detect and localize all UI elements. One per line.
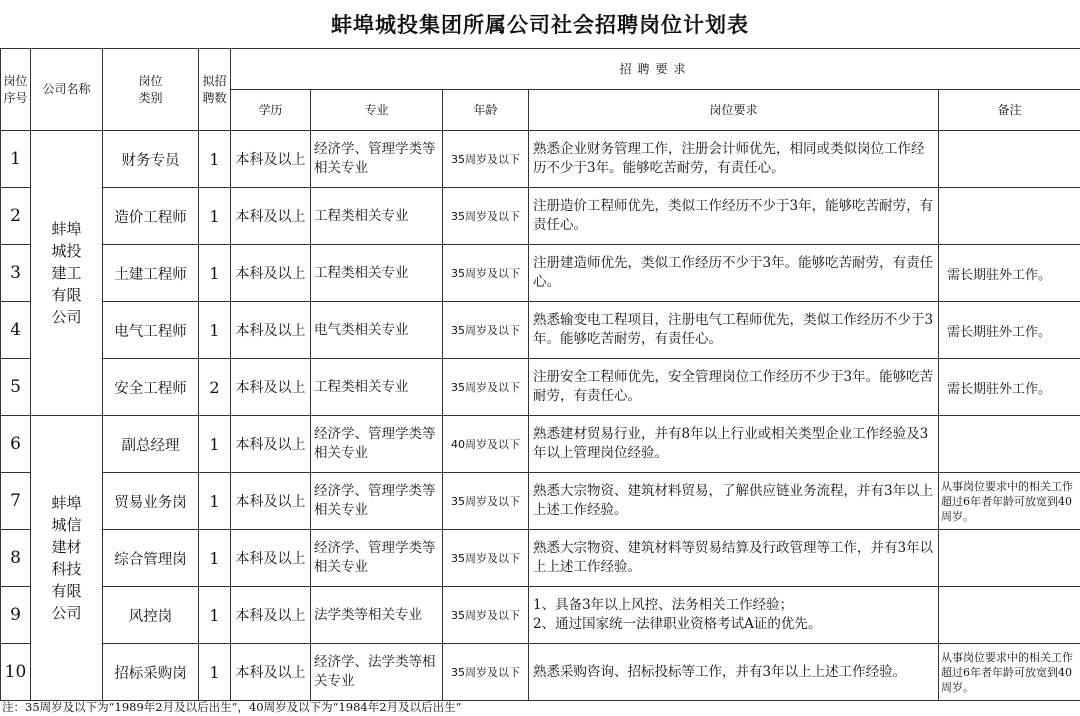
row-seq: 3 [1, 245, 31, 302]
row-requirement: 熟悉建材贸易行业，并有8年以上行业或相关类型企业工作经验及3年以上管理岗位经验。 [529, 416, 939, 473]
row-remark [939, 131, 1080, 188]
row-education: 本科及以上 [231, 359, 311, 416]
row-remark [939, 188, 1080, 245]
row-age: 35周岁及以下 [443, 188, 529, 245]
row-age: 35周岁及以下 [443, 359, 529, 416]
row-count: 1 [199, 188, 231, 245]
row-education: 本科及以上 [231, 644, 311, 701]
row-requirement: 熟悉采购咨询、招标投标等工作，并有3年以上上述工作经验。 [529, 644, 939, 701]
row-requirement: 1、具备3年以上风控、法务相关工作经验； 2、通过国家统一法律职业资格考试A证的优先。 [529, 587, 939, 644]
row-remark: 从事岗位要求中的相关工作超过6年者年龄可放宽到40周岁。 [939, 473, 1080, 530]
row-remark: 需长期驻外工作。 [939, 359, 1080, 416]
header-requirements: 招聘要求 [231, 49, 1080, 90]
row-education: 本科及以上 [231, 302, 311, 359]
row-major: 经济学、管理学类等相关专业 [311, 131, 443, 188]
row-remark [939, 530, 1080, 587]
header-major: 专业 [311, 90, 443, 131]
row-major: 经济学、法学类等相关专业 [311, 644, 443, 701]
table-row [1, 359, 1080, 416]
row-major: 经济学、管理学类等相关专业 [311, 473, 443, 530]
row-count: 1 [199, 302, 231, 359]
row-category: 风控岗 [103, 587, 199, 644]
row-category: 副总经理 [103, 416, 199, 473]
header-age: 年龄 [443, 90, 529, 131]
row-requirement: 注册安全工程师优先，安全管理岗位工作经历不少于3年。能够吃苦耐劳，有责任心。 [529, 359, 939, 416]
row-seq: 8 [1, 530, 31, 587]
row-category: 招标采购岗 [103, 644, 199, 701]
header-job-requirement: 岗位要求 [529, 90, 939, 131]
row-education: 本科及以上 [231, 188, 311, 245]
row-seq: 5 [1, 359, 31, 416]
header-company: 公司名称 [31, 49, 103, 131]
table-row [1, 530, 1080, 587]
table-row [1, 131, 1080, 188]
row-major: 法学类等相关专业 [311, 587, 443, 644]
table-row [1, 188, 1080, 245]
row-category: 安全工程师 [103, 359, 199, 416]
row-education: 本科及以上 [231, 473, 311, 530]
header-remark: 备注 [939, 90, 1080, 131]
row-count: 1 [199, 473, 231, 530]
row-count: 1 [199, 245, 231, 302]
header-education: 学历 [231, 90, 311, 131]
row-requirement: 注册建造师优先，类似工作经历不少于3年。能够吃苦耐劳，有责任心。 [529, 245, 939, 302]
table-row [1, 302, 1080, 359]
row-education: 本科及以上 [231, 416, 311, 473]
row-count: 1 [199, 416, 231, 473]
row-count: 2 [199, 359, 231, 416]
header-category: 岗位 类别 [103, 49, 199, 131]
table-row [1, 245, 1080, 302]
row-seq: 2 [1, 188, 31, 245]
row-requirement: 熟悉大宗物资、建筑材料等贸易结算及行政管理等工作，并有3年以上上述工作经验。 [529, 530, 939, 587]
row-age: 35周岁及以下 [443, 587, 529, 644]
table-row [1, 473, 1080, 530]
row-education: 本科及以上 [231, 530, 311, 587]
row-remark: 需长期驻外工作。 [939, 302, 1080, 359]
row-age: 35周岁及以下 [443, 530, 529, 587]
row-education: 本科及以上 [231, 131, 311, 188]
row-requirement: 熟悉大宗物资、建筑材料贸易，了解供应链业务流程，并有3年以上上述工作经验。 [529, 473, 939, 530]
row-major: 工程类相关专业 [311, 188, 443, 245]
page-title: 蚌埠城投集团所属公司社会招聘岗位计划表 [331, 12, 749, 37]
row-count: 1 [199, 587, 231, 644]
row-seq: 4 [1, 302, 31, 359]
row-major: 经济学、管理学类等相关专业 [311, 530, 443, 587]
footnote: 注：35周岁及以下为“1989年2月及以后出生”，40周岁及以下为“1984年2月及以后出生” [2, 700, 462, 714]
table-row [1, 644, 1080, 701]
row-remark: 从事岗位要求中的相关工作超过6年者年龄可放宽到40周岁。 [939, 644, 1080, 701]
row-remark [939, 587, 1080, 644]
row-requirement: 熟悉输变电工程项目，注册电气工程师优先，类似工作经历不少于3年。能够吃苦耐劳，有责任心。 [529, 302, 939, 359]
row-seq: 10 [1, 644, 31, 701]
row-requirement: 熟悉企业财务管理工作，注册会计师优先，相同或类似岗位工作经历不少于3年。能够吃苦耐劳，有责任心。 [529, 131, 939, 188]
row-category: 贸易业务岗 [103, 473, 199, 530]
row-age: 35周岁及以下 [443, 245, 529, 302]
header-row-1 [1, 49, 1080, 90]
row-seq: 7 [1, 473, 31, 530]
company-name-chengxin-jiancai: 蚌埠 城信 建材 科技 有限 公司 [31, 416, 103, 701]
row-category: 土建工程师 [103, 245, 199, 302]
row-age: 35周岁及以下 [443, 644, 529, 701]
row-education: 本科及以上 [231, 245, 311, 302]
row-seq: 1 [1, 131, 31, 188]
row-remark: 需长期驻外工作。 [939, 245, 1080, 302]
row-category: 财务专员 [103, 131, 199, 188]
company-name-chengtou-jiangong: 蚌埠 城投 建工 有限 公司 [31, 131, 103, 416]
recruitment-plan-table [0, 48, 1080, 701]
row-seq: 9 [1, 587, 31, 644]
row-remark [939, 416, 1080, 473]
row-major: 经济学、管理学类等相关专业 [311, 416, 443, 473]
row-category: 造价工程师 [103, 188, 199, 245]
table-row [1, 587, 1080, 644]
row-major: 工程类相关专业 [311, 359, 443, 416]
header-seq: 岗位 序号 [1, 49, 31, 131]
row-count: 1 [199, 131, 231, 188]
row-age: 40周岁及以下 [443, 416, 529, 473]
row-count: 1 [199, 530, 231, 587]
row-major: 工程类相关专业 [311, 245, 443, 302]
header-count: 拟招 聘数 [199, 49, 231, 131]
row-category: 综合管理岗 [103, 530, 199, 587]
row-age: 35周岁及以下 [443, 302, 529, 359]
row-count: 1 [199, 644, 231, 701]
row-education: 本科及以上 [231, 587, 311, 644]
table-row [1, 416, 1080, 473]
row-requirement: 注册造价工程师优先，类似工作经历不少于3年，能够吃苦耐劳，有责任心。 [529, 188, 939, 245]
row-major: 电气类相关专业 [311, 302, 443, 359]
row-age: 35周岁及以下 [443, 131, 529, 188]
row-age: 35周岁及以下 [443, 473, 529, 530]
row-seq: 6 [1, 416, 31, 473]
row-category: 电气工程师 [103, 302, 199, 359]
